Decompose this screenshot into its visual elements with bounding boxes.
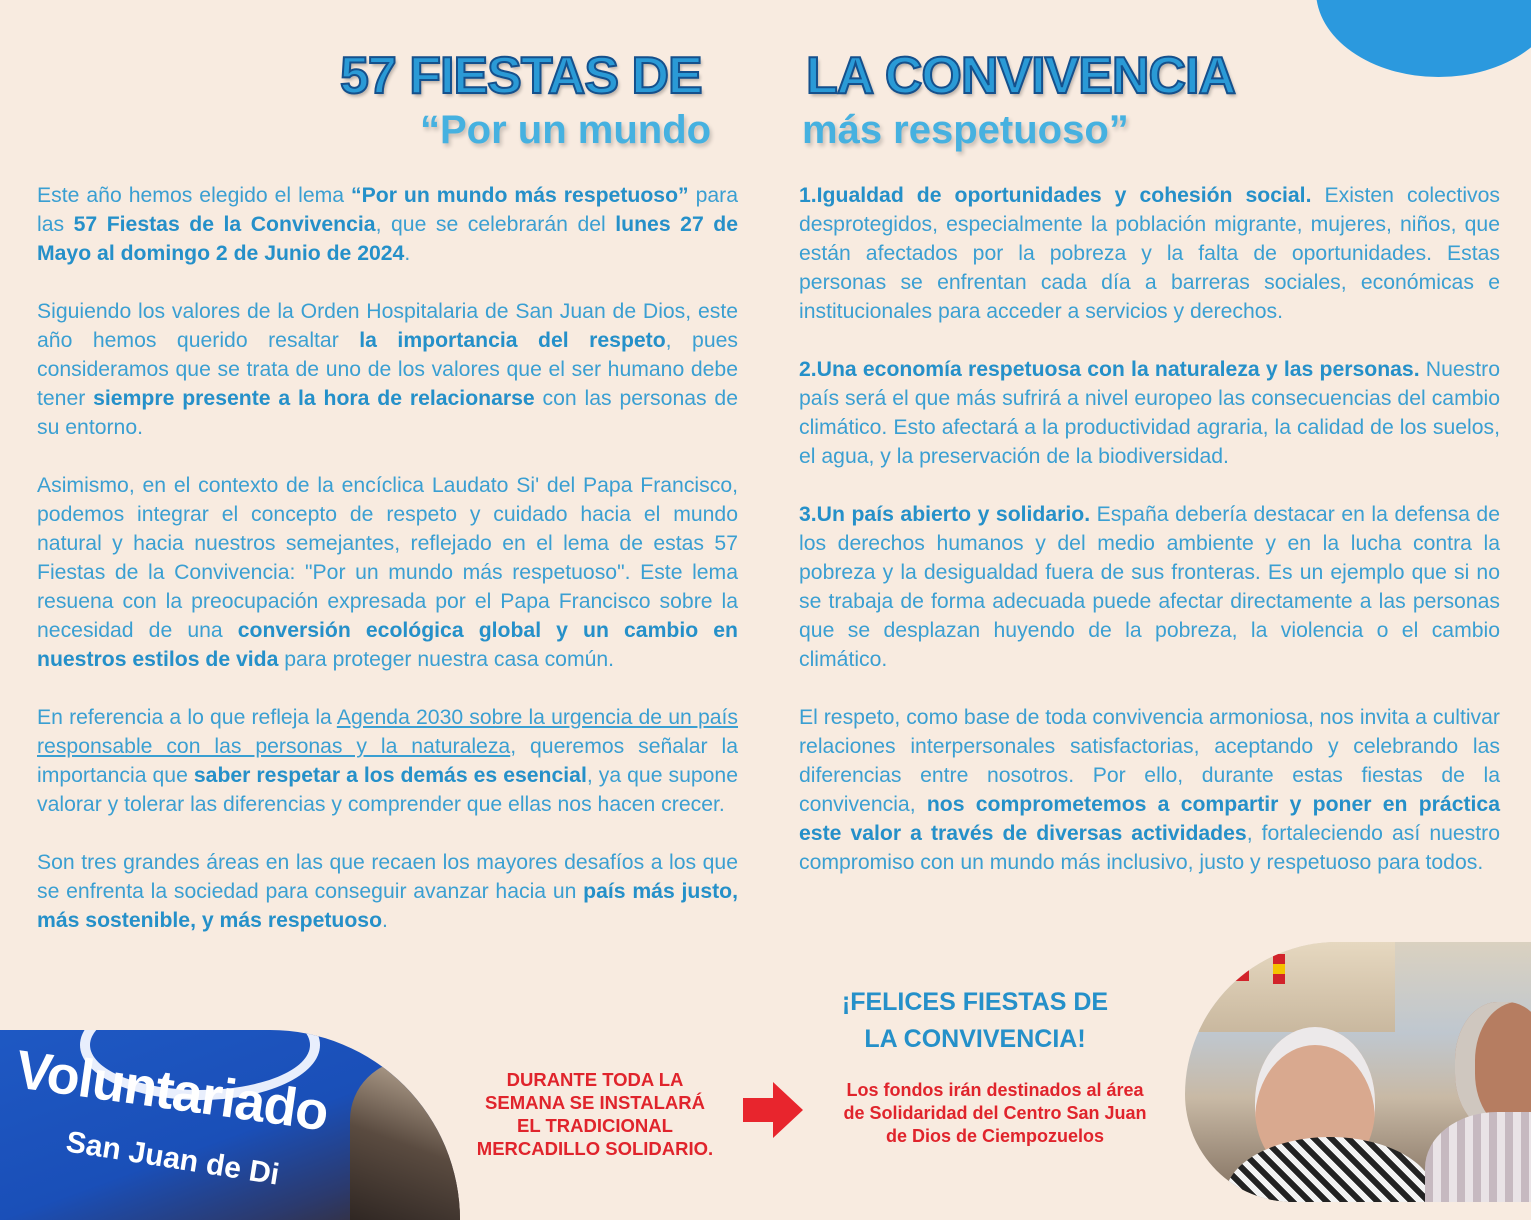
left-column xyxy=(37,181,738,964)
volunteer-shirt-photo xyxy=(0,1030,460,1220)
subtitle-part-1: “Por un mundo xyxy=(420,108,712,152)
title-part-1: 57 FIESTAS DE xyxy=(340,47,702,105)
title-part-2: LA CONVIVENCIA xyxy=(806,47,1235,105)
laudato-paragraph: Asimismo, en el contexto de la encíclica Laudato Si' del Papa Francisco, podemos integrar el concepto de respeto y cuidado hacia el mundo natural y hacia nuestros semejantes, reflejado en el lema de estas 57 Fiestas de la Convivencia: "Por un mundo más respetuoso". Este lema resuena con la preocupación expresada por el Papa Francisco sobre la necesidad de una conversión ecológica global y un cambio en nuestros estilos de vida para proteger nuestra casa común. xyxy=(37,474,738,671)
mercadillo-notice: DURANTE TODA LA SEMANA SE INSTALARÁ EL TRADICIONAL MERCADILLO SOLIDARIO. xyxy=(476,1069,714,1159)
arrow-right-icon xyxy=(743,1080,805,1140)
right-column xyxy=(799,181,1500,906)
area-1-paragraph: 1.Igualdad de oportunidades y cohesión social. Existen colectivos desprotegidos, especialmente la población migrante, mujeres, niños, que están afectados por la pobreza y la falta de oportunidades. Estas personas se enfrentan cada día a barreras sociales, económicas e institucionales para acceder a servicios y derechos. xyxy=(799,184,1501,323)
shirt-logo-subtext: San Juan de Di xyxy=(63,1125,282,1192)
areas-paragraph: Son tres grandes áreas en las que recaen los mayores desafíos a los que se enfrenta la sociedad para conseguir avanzar hacia un país más justo, más sostenible, y más respetuoso. xyxy=(37,851,738,932)
respect-paragraph: Siguiendo los valores de la Orden Hospitalaria de San Juan de Dios, este año hemos querido resaltar la importancia del respeto, pues consideramos que se trata de uno de los valores que el ser humano debe tener siempre presente a la hora de relacionarse con las personas de su entorno. xyxy=(37,300,739,439)
area-2-paragraph: 2.Una economía respetuosa con la naturaleza y las personas. Nuestro país será el que más sufrirá a nivel europeo las consecuencias del cambio climático. Esto afectará a la productividad agraria, la calidad de los suelos, el agua, y la preservación de la biodiversidad. xyxy=(799,358,1500,468)
seniors-photo xyxy=(1185,942,1531,1202)
subtitle-part-2: más respetuoso” xyxy=(802,108,1129,152)
closing-paragraph: El respeto, como base de toda convivencia armoniosa, nos invita a cultivar relaciones interpersonales satisfactorias, aceptando y celebrando las diferencias entre nosotros. Por ello, durante estas fiestas de la convivencia, nos comprometemos a compartir y poner en práctica este valor a través de diversas actividades, fortaleciendo así nuestro compromiso con un mundo más inclusivo, justo y respetuoso para todos. xyxy=(799,706,1500,874)
corner-decoration xyxy=(1316,0,1531,77)
agenda-2030-link[interactable]: Agenda 2030 sobre la urgencia de un país responsable con las personas y la naturaleza xyxy=(37,706,738,758)
area-3-paragraph: 3.Un país abierto y solidario. España debería destacar en la defensa de los derechos humanos y del medio ambiente y en la lucha contra la pobreza y la desigualdad fuera de sus fronteras. Es un ejemplo que si no se trabaja de forma adecuada puede afectar directamente a las personas que se desplazan huyendo de la pobreza, la violencia o el cambio climático. xyxy=(799,503,1500,671)
spanish-flag-icon xyxy=(1235,947,1249,981)
shirt-logo-text: Voluntariado xyxy=(12,1039,332,1143)
felices-fiestas-heading: ¡FELICES FIESTAS DE LA CONVIVENCIA! xyxy=(841,988,1109,1053)
fondos-notice: Los fondos irán destinados al área de Solidaridad del Centro San Juan de Dios de Ciempozuelos xyxy=(843,1080,1147,1146)
agenda-paragraph: En referencia a lo que refleja la Agenda 2030 sobre la urgencia de un país responsable con las personas y la naturaleza, queremos señalar la importancia que saber respetar a los demás es esencial, ya que supone valorar y tolerar las diferencias y comprender que ellas nos hacen crecer. xyxy=(37,706,738,816)
spanish-flag-icon xyxy=(1273,954,1285,984)
intro-paragraph: Este año hemos elegido el lema “Por un mundo más respetuoso” para las 57 Fiestas de la Convivencia, que se celebrarán del lunes 27 de Mayo al domingo 2 de Junio de 2024. xyxy=(37,184,739,265)
